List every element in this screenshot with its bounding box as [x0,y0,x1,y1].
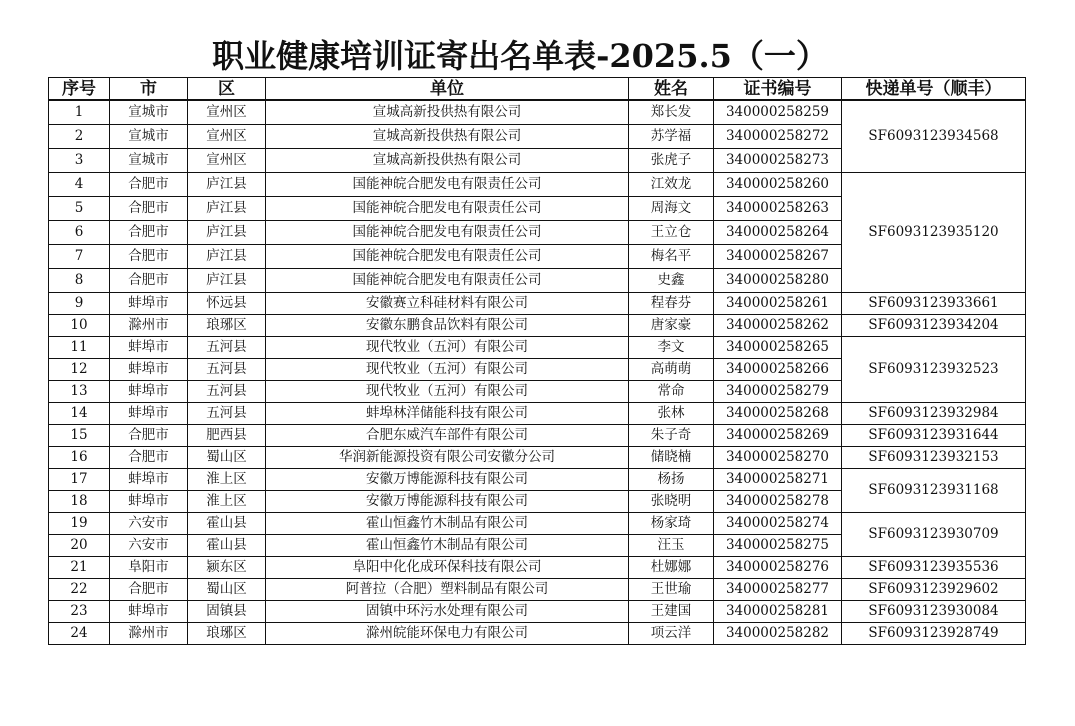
cell-organization: 阿普拉（合肥）塑料制品有限公司 [266,579,629,601]
cell-seq: 13 [49,381,110,403]
cell-tracking-no: SF6093123929602 [842,579,1026,601]
cell-city: 蚌埠市 [110,469,188,491]
cell-district: 庐江县 [188,245,266,269]
cell-certificate-no: 340000258273 [714,149,842,173]
cell-seq: 16 [49,447,110,469]
cell-seq: 11 [49,337,110,359]
cell-seq: 9 [49,293,110,315]
cell-certificate-no: 340000258261 [714,293,842,315]
cell-name: 王世瑜 [629,579,714,601]
cell-city: 合肥市 [110,447,188,469]
cell-certificate-no: 340000258268 [714,403,842,425]
cell-name: 唐家豪 [629,315,714,337]
cell-district: 霍山县 [188,535,266,557]
cell-tracking-no: SF6093123931168 [842,469,1026,513]
cell-city: 合肥市 [110,221,188,245]
cell-name: 张晓明 [629,491,714,513]
cell-organization: 现代牧业（五河）有限公司 [266,359,629,381]
cell-organization: 宣城高新投供热有限公司 [266,125,629,149]
cell-organization: 安徽万博能源科技有限公司 [266,491,629,513]
cell-certificate-no: 340000258265 [714,337,842,359]
cell-certificate-no: 340000258281 [714,601,842,623]
cell-city: 合肥市 [110,425,188,447]
cell-certificate-no: 340000258264 [714,221,842,245]
cell-tracking-no: SF6093123930084 [842,601,1026,623]
cell-name: 朱子奇 [629,425,714,447]
cell-district: 庐江县 [188,221,266,245]
cell-seq: 20 [49,535,110,557]
cell-certificate-no: 340000258279 [714,381,842,403]
cell-seq: 2 [49,125,110,149]
table-row [49,469,1026,491]
cell-name: 高萌萌 [629,359,714,381]
cell-seq: 24 [49,623,110,645]
cell-organization: 安徽东鹏食品饮料有限公司 [266,315,629,337]
table-row [49,173,1026,197]
table-row [49,557,1026,579]
cell-certificate-no: 340000258278 [714,491,842,513]
cell-city: 阜阳市 [110,557,188,579]
cell-seq: 7 [49,245,110,269]
cell-tracking-no: SF6093123934568 [842,100,1026,173]
cell-district: 五河县 [188,403,266,425]
cell-seq: 1 [49,100,110,125]
cell-tracking-no: SF6093123935536 [842,557,1026,579]
cell-organization: 宣城高新投供热有限公司 [266,149,629,173]
cell-district: 蜀山区 [188,579,266,601]
cell-district: 五河县 [188,381,266,403]
cell-certificate-no: 340000258266 [714,359,842,381]
cell-district: 淮上区 [188,469,266,491]
cell-organization: 宣城高新投供热有限公司 [266,100,629,125]
cell-certificate-no: 340000258280 [714,269,842,293]
table-row [49,100,1026,125]
cell-name: 梅名平 [629,245,714,269]
table-row [49,293,1026,315]
cell-organization: 国能神皖合肥发电有限责任公司 [266,197,629,221]
cell-tracking-no: SF6093123932523 [842,337,1026,403]
cell-certificate-no: 340000258270 [714,447,842,469]
cell-city: 合肥市 [110,173,188,197]
cell-district: 宣州区 [188,149,266,173]
cell-organization: 国能神皖合肥发电有限责任公司 [266,173,629,197]
header-certificate-no: 证书编号 [714,78,842,101]
cell-district: 琅琊区 [188,623,266,645]
cell-city: 蚌埠市 [110,491,188,513]
cell-organization: 国能神皖合肥发电有限责任公司 [266,269,629,293]
table-row [49,403,1026,425]
cell-seq: 21 [49,557,110,579]
cell-city: 合肥市 [110,269,188,293]
cell-city: 滁州市 [110,623,188,645]
cell-seq: 10 [49,315,110,337]
cell-district: 宣州区 [188,100,266,125]
cell-organization: 蚌埠林洋储能科技有限公司 [266,403,629,425]
cell-seq: 14 [49,403,110,425]
cell-city: 蚌埠市 [110,601,188,623]
cell-district: 五河县 [188,359,266,381]
cell-name: 王建国 [629,601,714,623]
cell-name: 郑长发 [629,100,714,125]
cell-organization: 阜阳中化化成环保科技有限公司 [266,557,629,579]
table-row [49,337,1026,359]
cell-name: 史鑫 [629,269,714,293]
cell-tracking-no: SF6093123933661 [842,293,1026,315]
cell-certificate-no: 340000258274 [714,513,842,535]
cell-seq: 3 [49,149,110,173]
cell-city: 蚌埠市 [110,403,188,425]
cell-city: 合肥市 [110,197,188,221]
cell-seq: 15 [49,425,110,447]
cell-district: 霍山县 [188,513,266,535]
cell-certificate-no: 340000258271 [714,469,842,491]
cell-name: 储晓楠 [629,447,714,469]
cell-seq: 22 [49,579,110,601]
cell-district: 肥西县 [188,425,266,447]
header-city: 市 [110,78,188,101]
table-row [49,601,1026,623]
cell-seq: 4 [49,173,110,197]
cell-city: 六安市 [110,513,188,535]
table-row [49,315,1026,337]
header-organization: 单位 [266,78,629,101]
cell-district: 宣州区 [188,125,266,149]
cell-district: 庐江县 [188,269,266,293]
table-row [49,579,1026,601]
cell-name: 常命 [629,381,714,403]
cell-city: 蚌埠市 [110,381,188,403]
header-seq: 序号 [49,78,110,101]
cell-seq: 18 [49,491,110,513]
cell-tracking-no: SF6093123932984 [842,403,1026,425]
cell-name: 项云洋 [629,623,714,645]
cell-tracking-no: SF6093123931644 [842,425,1026,447]
cell-city: 合肥市 [110,245,188,269]
cell-district: 五河县 [188,337,266,359]
cell-district: 淮上区 [188,491,266,513]
cell-certificate-no: 340000258275 [714,535,842,557]
cell-organization: 霍山恒鑫竹木制品有限公司 [266,513,629,535]
cell-city: 蚌埠市 [110,359,188,381]
cell-city: 宣城市 [110,125,188,149]
cell-district: 琅琊区 [188,315,266,337]
cell-organization: 现代牧业（五河）有限公司 [266,337,629,359]
cell-name: 江效龙 [629,173,714,197]
cell-name: 王立仓 [629,221,714,245]
cell-certificate-no: 340000258282 [714,623,842,645]
header-tracking-no: 快递单号（顺丰） [842,78,1026,101]
cell-certificate-no: 340000258269 [714,425,842,447]
table-row [49,425,1026,447]
cell-organization: 现代牧业（五河）有限公司 [266,381,629,403]
cell-city: 蚌埠市 [110,337,188,359]
cell-certificate-no: 340000258277 [714,579,842,601]
cell-city: 蚌埠市 [110,293,188,315]
cell-organization: 安徽赛立科硅材料有限公司 [266,293,629,315]
header-name: 姓名 [629,78,714,101]
cell-seq: 23 [49,601,110,623]
cell-name: 李文 [629,337,714,359]
cell-seq: 17 [49,469,110,491]
cell-name: 张林 [629,403,714,425]
cell-organization: 华润新能源投资有限公司安徽分公司 [266,447,629,469]
cell-certificate-no: 340000258260 [714,173,842,197]
cell-organization: 滁州皖能环保电力有限公司 [266,623,629,645]
cell-city: 滁州市 [110,315,188,337]
cell-seq: 5 [49,197,110,221]
cell-certificate-no: 340000258272 [714,125,842,149]
cell-seq: 12 [49,359,110,381]
cell-certificate-no: 340000258267 [714,245,842,269]
header-district: 区 [188,78,266,101]
cell-organization: 安徽万博能源科技有限公司 [266,469,629,491]
cell-tracking-no: SF6093123934204 [842,315,1026,337]
cell-tracking-no: SF6093123935120 [842,173,1026,293]
cell-organization: 国能神皖合肥发电有限责任公司 [266,221,629,245]
cell-seq: 6 [49,221,110,245]
cell-city: 合肥市 [110,579,188,601]
cell-organization: 霍山恒鑫竹木制品有限公司 [266,535,629,557]
cell-seq: 19 [49,513,110,535]
cell-district: 蜀山区 [188,447,266,469]
cell-name: 杨扬 [629,469,714,491]
cell-seq: 8 [49,269,110,293]
table-row [49,447,1026,469]
cell-district: 颍东区 [188,557,266,579]
cell-certificate-no: 340000258263 [714,197,842,221]
cell-tracking-no: SF6093123930709 [842,513,1026,557]
cell-certificate-no: 340000258262 [714,315,842,337]
cell-city: 六安市 [110,535,188,557]
cell-city: 宣城市 [110,100,188,125]
cell-district: 庐江县 [188,197,266,221]
cell-district: 怀远县 [188,293,266,315]
cell-certificate-no: 340000258259 [714,100,842,125]
cell-district: 固镇县 [188,601,266,623]
cell-tracking-no: SF6093123932153 [842,447,1026,469]
cell-name: 杜娜娜 [629,557,714,579]
cell-certificate-no: 340000258276 [714,557,842,579]
table-row [49,513,1026,535]
cell-city: 宣城市 [110,149,188,173]
header-row [49,78,1026,101]
shipping-roster-table [48,77,1026,645]
cell-organization: 合肥东威汽车部件有限公司 [266,425,629,447]
table-row [49,623,1026,645]
cell-name: 周海文 [629,197,714,221]
cell-tracking-no: SF6093123928749 [842,623,1026,645]
cell-name: 杨家琦 [629,513,714,535]
cell-name: 程春芬 [629,293,714,315]
cell-organization: 固镇中环污水处理有限公司 [266,601,629,623]
cell-organization: 国能神皖合肥发电有限责任公司 [266,245,629,269]
cell-name: 张虎子 [629,149,714,173]
cell-district: 庐江县 [188,173,266,197]
cell-name: 苏学福 [629,125,714,149]
page-title: 职业健康培训证寄出名单表-2025.5（一） [212,37,828,75]
cell-name: 汪玉 [629,535,714,557]
